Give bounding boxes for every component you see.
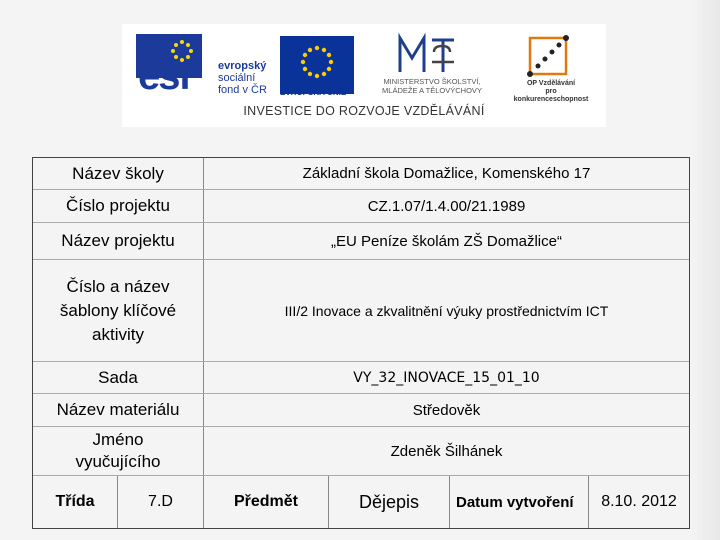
table-row — [33, 190, 689, 223]
class-label: Třída — [55, 493, 95, 510]
op-logo-icon — [524, 34, 574, 78]
teacher-label: Jméno vyučujícího — [75, 430, 161, 471]
esf-caption-line: evropský — [218, 60, 267, 72]
msmt-logo-icon — [396, 32, 460, 76]
table-row — [33, 362, 689, 394]
table-row — [33, 260, 689, 362]
date-value: 8.10. 2012 — [601, 493, 677, 510]
material-label: Název materiálu — [56, 400, 180, 419]
op-caption — [508, 80, 594, 104]
eu-label: EVROPSKÁ UNIE — [280, 88, 347, 97]
table-row — [33, 158, 689, 190]
subject-label: Předmět — [233, 493, 299, 510]
esf-caption — [218, 60, 267, 96]
esf-caption-line: fond v ČR — [218, 84, 267, 96]
msmt-caption — [366, 77, 498, 95]
project-number-value: CZ.1.07/1.4.00/21.1989 — [367, 197, 526, 215]
op-caption-line: OP Vzdělávání — [526, 80, 576, 87]
table-row — [33, 394, 689, 427]
set-value: VY_32_INOVACE_15_01_10 — [353, 369, 540, 386]
esf-logo-text: esf — [138, 54, 190, 98]
school-label: Název školy — [72, 163, 164, 183]
subject-value: Dějepis — [358, 491, 420, 512]
project-number-label: Číslo projektu — [66, 196, 170, 215]
project-name-value: „EU Peníze školám ZŠ Domažlice“ — [331, 232, 562, 250]
table-row — [33, 427, 689, 476]
date-label: Datum vytvoření — [456, 493, 574, 511]
set-label: Sada — [98, 367, 138, 387]
school-value: Základní škola Domažlice, Komenského 17 — [302, 165, 591, 182]
material-value: Středověk — [412, 401, 481, 419]
table-row — [33, 223, 689, 260]
logo-banner — [122, 24, 606, 127]
project-name-label: Název projektu — [61, 231, 175, 250]
msmt-caption-line: MINISTERSTVO ŠKOLSTVÍ, — [383, 77, 481, 86]
teacher-value: Zdeněk Šilhánek — [390, 442, 503, 460]
msmt-caption-line: MLÁDEŽE A TĚLOVÝCHOVY — [382, 86, 482, 95]
template-label: Číslo a název šablony klíčové aktivity — [59, 276, 177, 344]
investment-slogan: INVESTICE DO ROZVOJE VZDĚLÁVÁNÍ — [243, 104, 485, 118]
background-edge — [690, 0, 720, 540]
template-value: III/2 Inovace a zkvalitnění výuky prostřednictvím ICT — [284, 302, 609, 319]
eu-flag-icon — [280, 36, 354, 94]
table-row — [33, 476, 689, 528]
esf-caption-line: sociální — [218, 72, 256, 84]
class-value: 7.D — [148, 493, 173, 510]
project-info-table — [32, 157, 690, 529]
op-caption-line: pro konkurenceschopnost — [513, 88, 589, 103]
